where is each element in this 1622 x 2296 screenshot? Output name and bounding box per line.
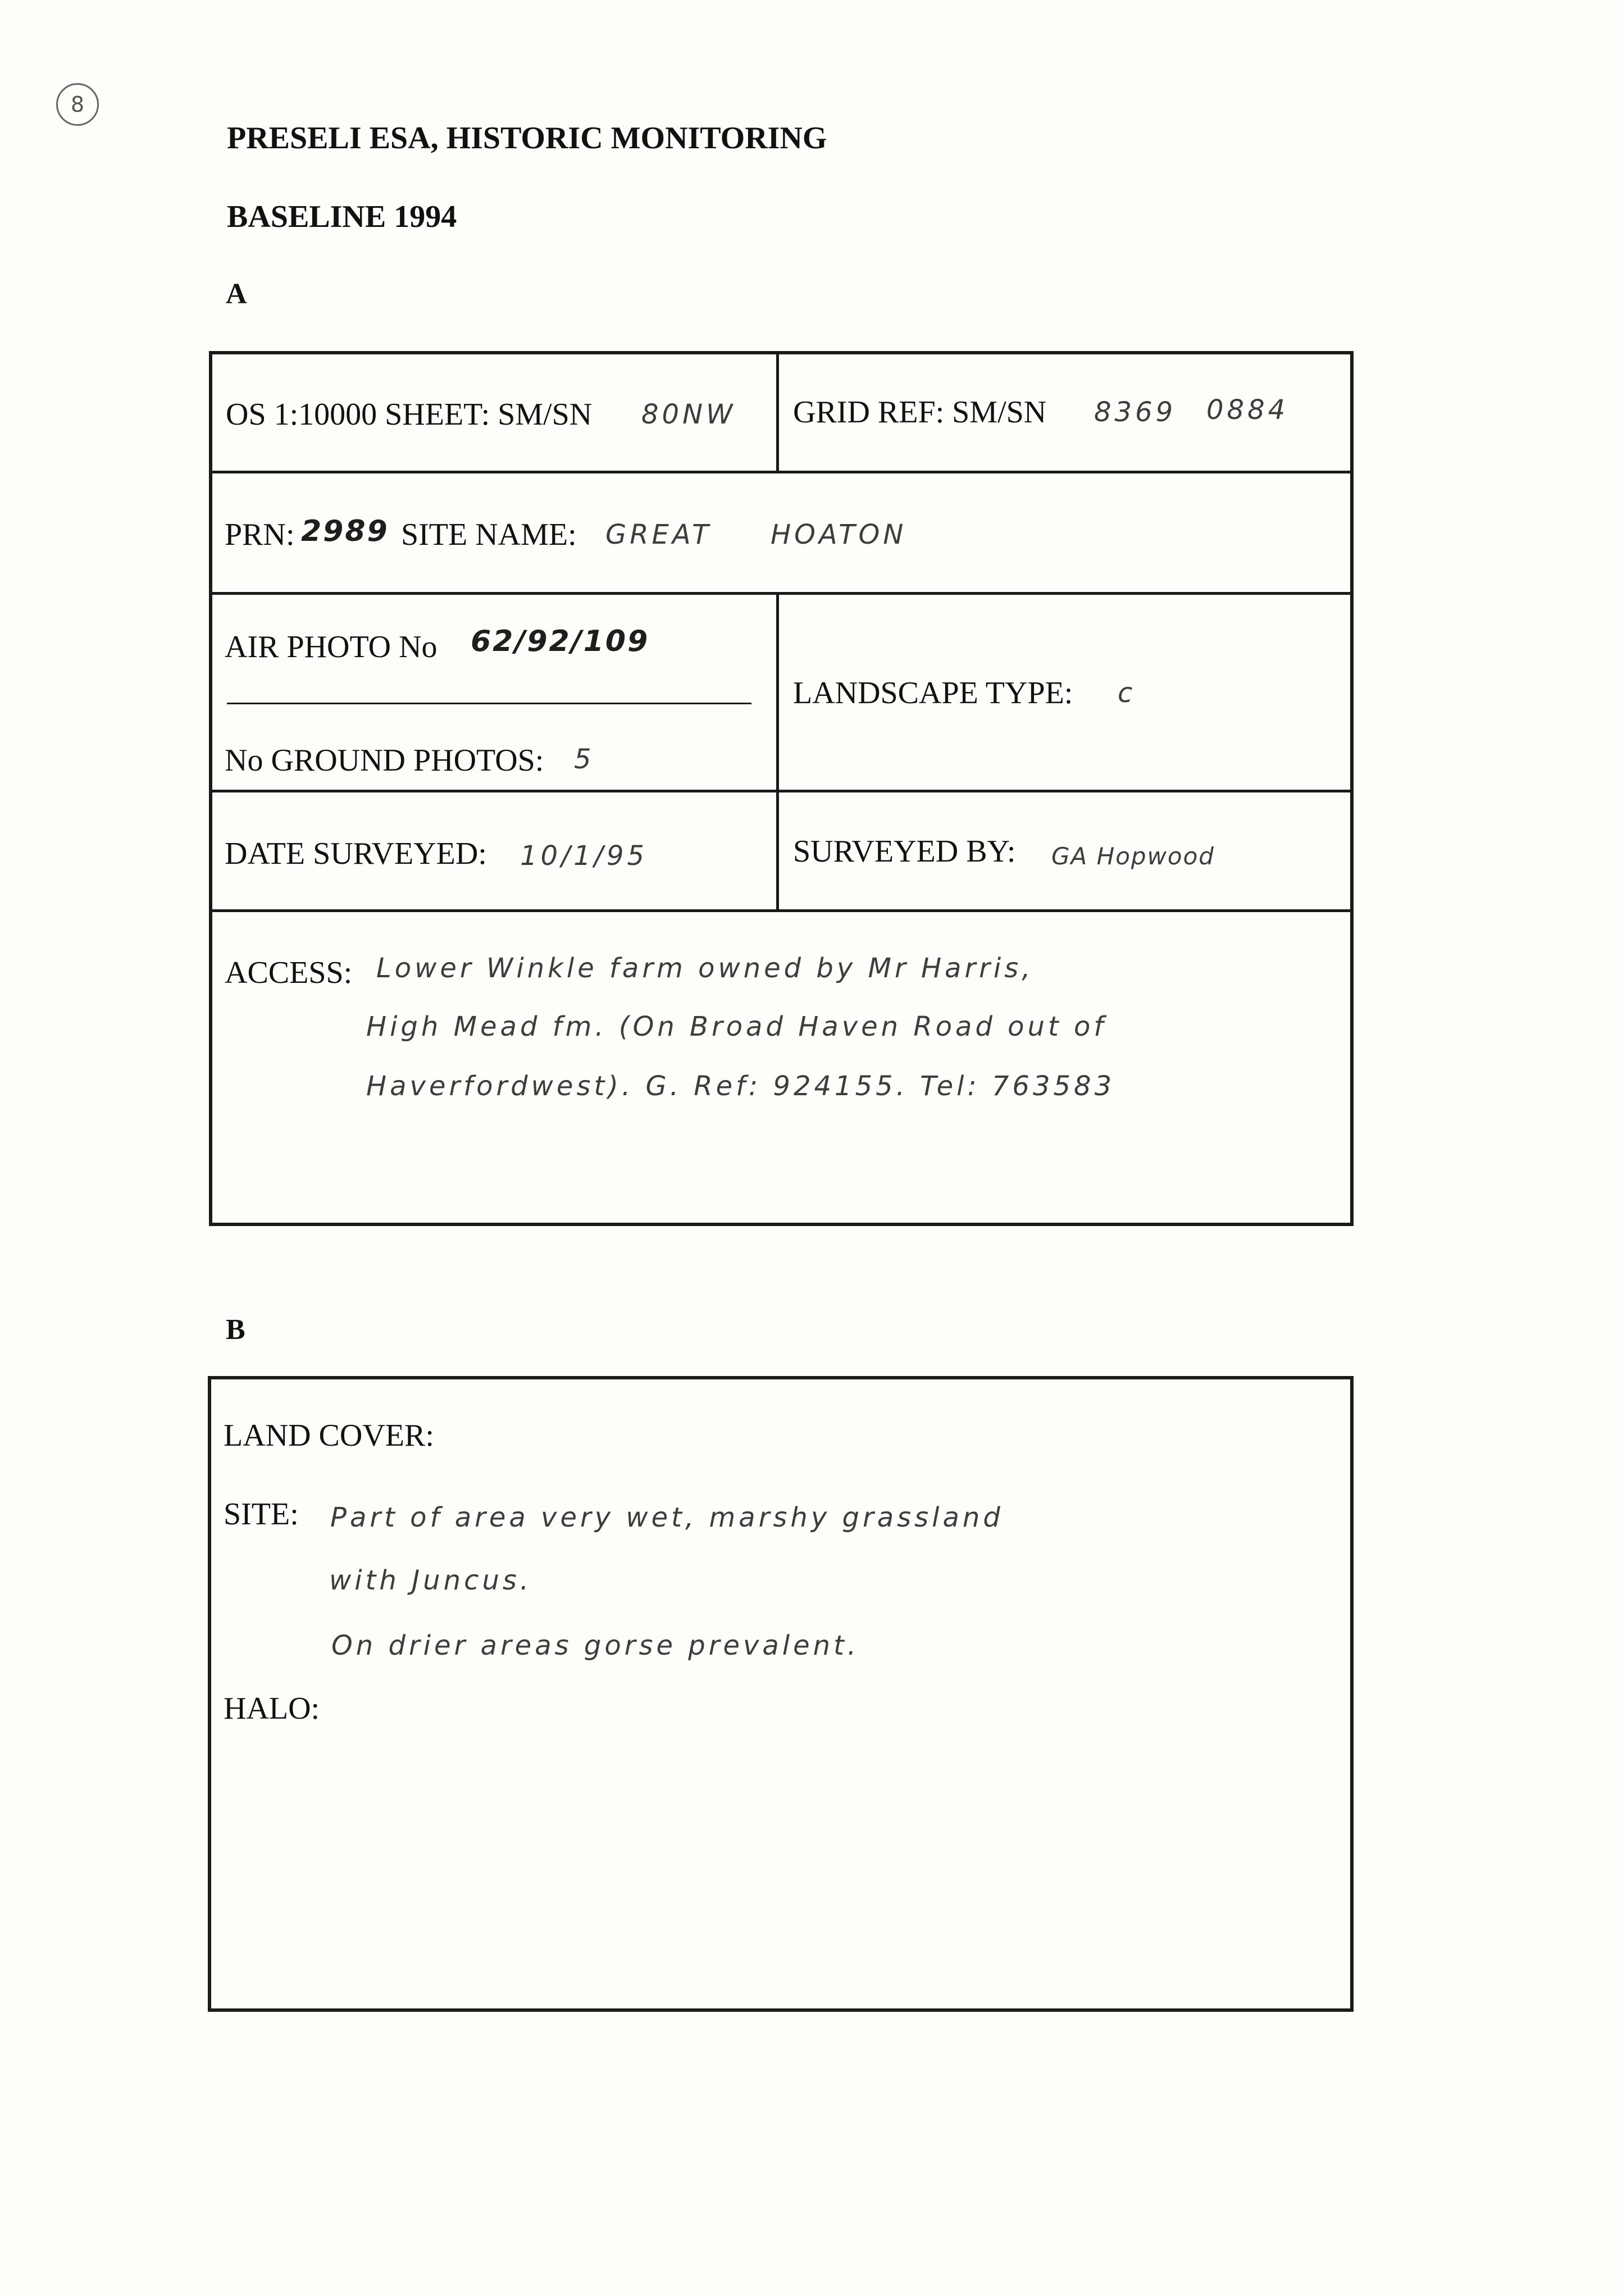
section-b-form (208, 1376, 1354, 2012)
air-photo-label: AIR PHOTO No (225, 630, 438, 664)
row-divider (209, 790, 1354, 792)
document-title: PRESELI ESA, HISTORIC MONITORING (227, 121, 827, 156)
section-b-label: B (226, 1314, 245, 1346)
prn-label: PRN: (225, 517, 295, 552)
column-divider (776, 351, 779, 472)
prn-value: 2989 (301, 514, 389, 548)
surveyed-by-label: SURVEYED BY: (793, 834, 1016, 869)
date-surveyed-label: DATE SURVEYED: (225, 836, 487, 871)
site-description-line: with Juncus. (329, 1565, 532, 1596)
site-name-label: SITE NAME: (401, 517, 577, 552)
ground-photos-label: No GROUND PHOTOS: (225, 743, 544, 778)
os-sheet-value: 80NW (641, 399, 736, 430)
site-name-value: GREAT (605, 519, 712, 550)
baseline-heading: BASELINE 1994 (227, 199, 457, 234)
site-description-line: Part of area very wet, marshy grassland (330, 1502, 1004, 1533)
grid-ref-easting: 8369 (1094, 397, 1177, 428)
access-line: Lower Winkle farm owned by Mr Harris, (376, 953, 1034, 984)
grid-ref-label: GRID REF: SM/SN (793, 395, 1047, 430)
landscape-type-value: c (1118, 677, 1136, 709)
halo-label: HALO: (224, 1691, 320, 1726)
air-photo-value: 62/92/109 (471, 625, 650, 658)
surveyed-by-value: GA Hopwood (1051, 842, 1215, 870)
access-line: High Mead fm. (On Broad Haven Road out of (366, 1011, 1107, 1042)
row-divider (209, 592, 1354, 595)
field-divider (227, 703, 751, 704)
os-sheet-label: OS 1:10000 SHEET: SM/SN (226, 397, 593, 432)
land-cover-label: LAND COVER: (224, 1418, 434, 1453)
page-number: 8 (70, 92, 85, 117)
date-surveyed-value: 10/1/95 (520, 840, 648, 872)
site-description-line: On drier areas gorse prevalent. (331, 1630, 860, 1661)
ground-photos-value: 5 (574, 744, 595, 775)
landscape-type-label: LANDSCAPE TYPE: (793, 676, 1073, 710)
section-a-label: A (226, 278, 247, 310)
access-line: Haverfordwest). G. Ref: 924155. Tel: 763583 (366, 1070, 1115, 1102)
row-divider (209, 471, 1354, 473)
site-label: SITE: (224, 1497, 299, 1532)
grid-ref-northing: 0884 (1206, 394, 1289, 426)
row-divider (209, 909, 1354, 912)
access-label: ACCESS: (225, 955, 353, 990)
column-divider (776, 592, 779, 910)
site-name-value: HOATON (771, 519, 907, 550)
page-number-circle (56, 83, 99, 126)
